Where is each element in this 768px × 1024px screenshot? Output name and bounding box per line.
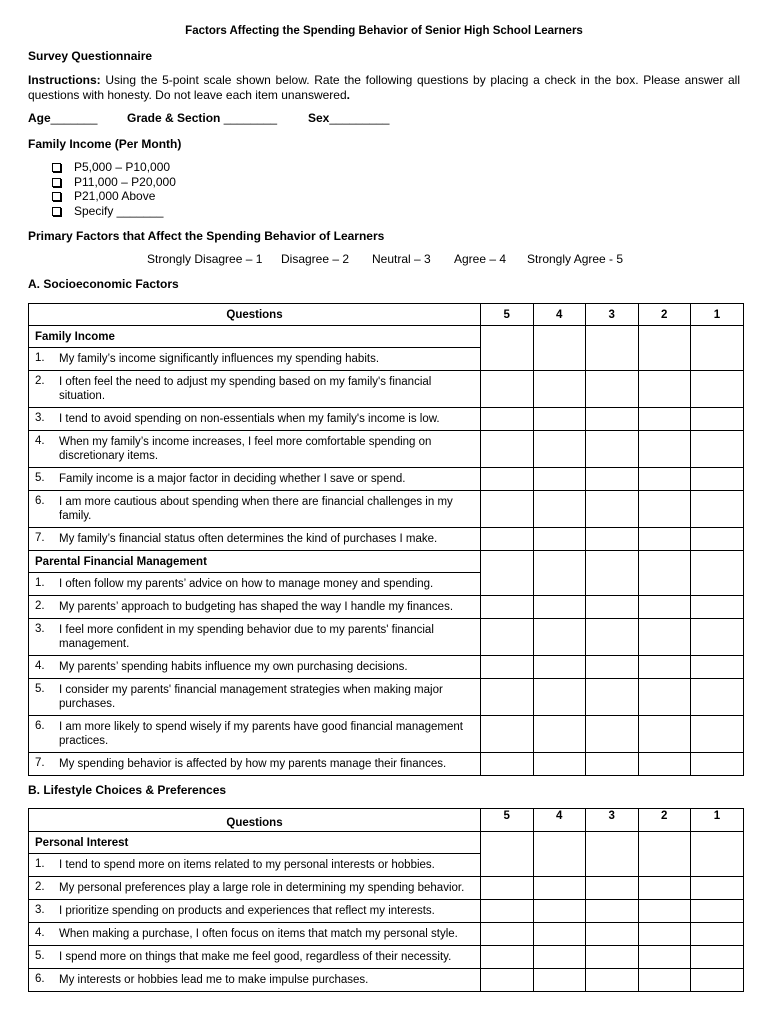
- rating-cell[interactable]: [533, 832, 586, 877]
- question-row: [29, 528, 744, 551]
- sex-field[interactable]: [308, 111, 389, 125]
- rating-cell[interactable]: [586, 946, 639, 969]
- rating-cell[interactable]: [481, 900, 534, 923]
- income-option[interactable]: P5,000 – P10,000: [52, 160, 176, 175]
- question-number: 6.: [35, 719, 45, 732]
- question-cell: [29, 491, 481, 528]
- question-number: 7.: [35, 531, 45, 544]
- rating-cell[interactable]: [533, 716, 586, 753]
- rating-cell[interactable]: [533, 946, 586, 969]
- group-row: [29, 551, 744, 573]
- family-income-heading: Family Income (Per Month): [28, 137, 182, 151]
- rating-cell[interactable]: [691, 969, 744, 992]
- question-row: [29, 900, 744, 923]
- question-text: I am more cautious about spending when there are financial challenges in my family.: [59, 495, 453, 522]
- group-title: Parental Financial Management: [29, 551, 481, 573]
- question-row: [29, 923, 744, 946]
- question-text: My spending behavior is affected by how my parents manage their finances.: [59, 757, 447, 770]
- rating-cell[interactable]: [533, 596, 586, 619]
- question-cell: [29, 371, 481, 408]
- age-field[interactable]: [28, 111, 97, 125]
- income-option[interactable]: Specify _______: [52, 204, 176, 219]
- question-text: My interests or hobbies lead me to make impulse purchases.: [59, 973, 369, 986]
- question-text: I often follow my parents’ advice on how to manage money and spending.: [59, 577, 434, 590]
- rating-cell[interactable]: [691, 716, 744, 753]
- rating-cell[interactable]: [533, 656, 586, 679]
- question-number: 5.: [35, 949, 45, 962]
- question-text: I am more likely to spend wisely if my parents have good financial management practices.: [59, 720, 463, 747]
- scale-item: Neutral – 3: [372, 252, 431, 266]
- rating-cell[interactable]: [481, 877, 534, 900]
- question-text: My family’s income significantly influences my spending habits.: [59, 352, 380, 365]
- scale-item: Disagree – 2: [281, 252, 350, 266]
- question-row: [29, 371, 744, 408]
- rating-cell[interactable]: [638, 656, 691, 679]
- group-title: Family Income: [29, 326, 481, 348]
- rating-cell[interactable]: [586, 551, 639, 596]
- question-text: My personal preferences play a large role in determining my spending behavior.: [59, 881, 465, 894]
- rating-cell[interactable]: [691, 619, 744, 656]
- question-text: I often feel the need to adjust my spending based on my family's financial situation.: [59, 375, 432, 402]
- age-blank[interactable]: _______: [50, 111, 98, 125]
- income-options: [52, 160, 176, 219]
- question-row: [29, 656, 744, 679]
- question-cell: [29, 408, 481, 431]
- sex-label: Sex: [308, 111, 330, 125]
- question-text: I prioritize spending on products and experiences that reflect my interests.: [59, 904, 435, 917]
- primary-factors-heading: Primary Factors that Affect the Spending Behavior of Learners: [28, 229, 385, 243]
- grade-section-label: Grade & Section: [127, 111, 221, 125]
- rating-cell[interactable]: [586, 656, 639, 679]
- rating-cell[interactable]: [586, 923, 639, 946]
- question-text: My parents’ spending habits influence my own purchasing decisions.: [59, 660, 408, 673]
- rating-cell[interactable]: [691, 491, 744, 528]
- rating-cell[interactable]: [638, 946, 691, 969]
- rating-cell[interactable]: [533, 877, 586, 900]
- rating-cell[interactable]: [691, 431, 744, 468]
- rating-cell[interactable]: [481, 371, 534, 408]
- rating-cell[interactable]: [533, 679, 586, 716]
- rating-cell[interactable]: [638, 551, 691, 596]
- question-row: [29, 431, 744, 468]
- income-option[interactable]: P11,000 – P20,000: [52, 175, 176, 190]
- rating-cell[interactable]: [481, 679, 534, 716]
- question-cell: [29, 348, 481, 371]
- lifestyle-table: [28, 808, 744, 992]
- rating-cell[interactable]: [691, 753, 744, 776]
- question-cell: [29, 946, 481, 969]
- rating-cell[interactable]: [481, 408, 534, 431]
- question-row: [29, 753, 744, 776]
- rating-cell[interactable]: [638, 716, 691, 753]
- question-row: [29, 491, 744, 528]
- scale-item: Strongly Disagree – 1: [147, 252, 263, 266]
- rating-cell[interactable]: [533, 528, 586, 551]
- question-number: 3.: [35, 903, 45, 916]
- rating-cell[interactable]: [481, 656, 534, 679]
- rating-cell[interactable]: [691, 877, 744, 900]
- rating-cell[interactable]: [533, 408, 586, 431]
- rating-cell[interactable]: [481, 551, 534, 596]
- rating-cell[interactable]: [638, 468, 691, 491]
- rating-cell[interactable]: [586, 900, 639, 923]
- rating-cell[interactable]: [638, 900, 691, 923]
- rating-cell[interactable]: [586, 408, 639, 431]
- rating-cell[interactable]: [638, 431, 691, 468]
- scale-item: Strongly Agree - 5: [527, 252, 624, 266]
- page-title: Factors Affecting the Spending Behavior of Senior High School Learners: [185, 25, 583, 37]
- rating-cell[interactable]: [481, 832, 534, 877]
- group-row: [29, 832, 744, 854]
- rating-header: 1: [691, 809, 744, 832]
- question-cell: [29, 596, 481, 619]
- question-cell: [29, 877, 481, 900]
- question-cell: [29, 528, 481, 551]
- rating-cell[interactable]: [586, 877, 639, 900]
- sex-blank[interactable]: _________: [329, 111, 390, 125]
- question-cell: [29, 716, 481, 753]
- rating-cell[interactable]: [691, 832, 744, 877]
- rating-cell[interactable]: [481, 528, 534, 551]
- rating-cell[interactable]: [481, 326, 534, 371]
- grade-section-field[interactable]: [127, 111, 277, 125]
- rating-cell[interactable]: [586, 596, 639, 619]
- rating-cell[interactable]: [638, 408, 691, 431]
- question-number: 1.: [35, 351, 45, 364]
- question-text: My family’s financial status often determines the kind of purchases I make.: [59, 532, 438, 545]
- rating-cell[interactable]: [691, 923, 744, 946]
- rating-header: 3: [586, 304, 639, 326]
- rating-cell[interactable]: [481, 491, 534, 528]
- rating-cell[interactable]: [691, 528, 744, 551]
- rating-cell[interactable]: [586, 832, 639, 877]
- rating-cell[interactable]: [586, 619, 639, 656]
- rating-cell[interactable]: [586, 371, 639, 408]
- question-number: 2.: [35, 880, 45, 893]
- rating-header: 5: [481, 304, 534, 326]
- rating-cell[interactable]: [691, 551, 744, 596]
- rating-cell[interactable]: [586, 716, 639, 753]
- question-text: My parents’ approach to budgeting has shaped the way I handle my finances.: [59, 600, 454, 613]
- scale-item: Agree – 4: [454, 252, 507, 266]
- rating-cell[interactable]: [638, 596, 691, 619]
- question-number: 3.: [35, 622, 45, 635]
- rating-cell[interactable]: [638, 969, 691, 992]
- rating-cell[interactable]: [638, 528, 691, 551]
- rating-cell[interactable]: [586, 969, 639, 992]
- question-text: I tend to spend more on items related to my personal interests or hobbies.: [59, 858, 435, 871]
- instructions: [28, 73, 740, 103]
- question-cell: [29, 573, 481, 596]
- questions-header: Questions: [29, 809, 481, 832]
- rating-cell[interactable]: [481, 969, 534, 992]
- rating-cell[interactable]: [691, 656, 744, 679]
- rating-cell[interactable]: [691, 946, 744, 969]
- question-text: When making a purchase, I often focus on items that match my personal style.: [59, 927, 458, 940]
- question-cell: [29, 468, 481, 491]
- question-number: 6.: [35, 972, 45, 985]
- rating-header: 3: [586, 809, 639, 832]
- group-row: [29, 326, 744, 348]
- rating-cell[interactable]: [533, 753, 586, 776]
- question-number: 5.: [35, 471, 45, 484]
- survey-subtitle: Survey Questionnaire: [28, 49, 153, 63]
- questions-header: Questions: [29, 304, 481, 326]
- rating-cell[interactable]: [586, 326, 639, 371]
- section-a-heading: A. Socioeconomic Factors: [28, 277, 179, 291]
- rating-header: 2: [638, 809, 691, 832]
- question-cell: [29, 854, 481, 877]
- socioeconomic-table: [28, 303, 744, 776]
- rating-cell[interactable]: [638, 371, 691, 408]
- question-row: [29, 716, 744, 753]
- income-option[interactable]: P21,000 Above: [52, 189, 176, 204]
- question-number: 6.: [35, 494, 45, 507]
- question-row: [29, 877, 744, 900]
- rating-cell[interactable]: [586, 431, 639, 468]
- rating-cell[interactable]: [533, 900, 586, 923]
- question-text: When my family’s income increases, I feel more comfortable spending on discretionary items.: [59, 435, 432, 462]
- rating-cell[interactable]: [533, 468, 586, 491]
- group-title: Personal Interest: [29, 832, 481, 854]
- question-text: I feel more confident in my spending behavior due to my parents' financial management.: [59, 623, 434, 650]
- question-number: 5.: [35, 682, 45, 695]
- checkbox-icon[interactable]: [52, 192, 61, 201]
- rating-cell[interactable]: [481, 619, 534, 656]
- checkbox-icon[interactable]: [52, 163, 61, 172]
- rating-cell[interactable]: [691, 679, 744, 716]
- instructions-text: Using the 5-point scale shown below. Rate the following questions by placing a check in the box. Please answer all questions with honesty. Do not leave each item unanswered: [28, 73, 740, 102]
- rating-cell[interactable]: [533, 431, 586, 468]
- section-b-heading: B. Lifestyle Choices & Preferences: [28, 783, 227, 797]
- rating-cell[interactable]: [638, 832, 691, 877]
- rating-cell[interactable]: [638, 679, 691, 716]
- question-number: 1.: [35, 857, 45, 870]
- rating-cell[interactable]: [481, 716, 534, 753]
- rating-cell[interactable]: [691, 900, 744, 923]
- checkbox-icon[interactable]: [52, 207, 61, 216]
- question-number: 1.: [35, 576, 45, 589]
- question-cell: [29, 753, 481, 776]
- instructions-end: .: [346, 88, 350, 102]
- checkbox-icon[interactable]: [52, 178, 61, 187]
- rating-header: 4: [533, 304, 586, 326]
- question-number: 3.: [35, 411, 45, 424]
- rating-header: 2: [638, 304, 691, 326]
- rating-cell[interactable]: [586, 528, 639, 551]
- age-label: Age: [28, 111, 51, 125]
- rating-cell[interactable]: [691, 468, 744, 491]
- rating-cell[interactable]: [638, 326, 691, 371]
- question-cell: [29, 656, 481, 679]
- rating-header: 5: [481, 809, 534, 832]
- question-row: [29, 408, 744, 431]
- rating-cell[interactable]: [533, 923, 586, 946]
- question-cell: [29, 900, 481, 923]
- question-text: I tend to avoid spending on non-essentials when my family's income is low.: [59, 412, 440, 425]
- question-number: 4.: [35, 434, 45, 447]
- rating-cell[interactable]: [586, 679, 639, 716]
- rating-cell[interactable]: [586, 491, 639, 528]
- question-row: [29, 468, 744, 491]
- question-row: [29, 969, 744, 992]
- rating-cell[interactable]: [533, 491, 586, 528]
- question-number: 4.: [35, 926, 45, 939]
- question-row: [29, 679, 744, 716]
- question-row: [29, 619, 744, 656]
- rating-cell[interactable]: [481, 596, 534, 619]
- rating-cell[interactable]: [481, 431, 534, 468]
- rating-cell[interactable]: [638, 877, 691, 900]
- rating-header: 4: [533, 809, 586, 832]
- question-cell: [29, 679, 481, 716]
- rating-cell[interactable]: [691, 371, 744, 408]
- question-text: Family income is a major factor in deciding whether I save or spend.: [59, 472, 406, 485]
- question-number: 4.: [35, 659, 45, 672]
- rating-cell[interactable]: [533, 371, 586, 408]
- question-row: [29, 596, 744, 619]
- rating-cell[interactable]: [691, 326, 744, 371]
- rating-cell[interactable]: [533, 619, 586, 656]
- rating-cell[interactable]: [481, 946, 534, 969]
- question-number: 2.: [35, 599, 45, 612]
- rating-header: 1: [691, 304, 744, 326]
- rating-cell[interactable]: [481, 468, 534, 491]
- rating-cell[interactable]: [638, 491, 691, 528]
- question-cell: [29, 923, 481, 946]
- rating-cell[interactable]: [533, 551, 586, 596]
- rating-cell[interactable]: [638, 923, 691, 946]
- rating-cell[interactable]: [481, 923, 534, 946]
- question-cell: [29, 619, 481, 656]
- grade-section-blank[interactable]: ________: [220, 111, 278, 125]
- question-text: I consider my parents' financial management strategies when making major purchases.: [59, 683, 443, 710]
- question-row: [29, 946, 744, 969]
- rating-cell[interactable]: [586, 468, 639, 491]
- rating-cell[interactable]: [691, 408, 744, 431]
- question-text: I spend more on things that make me feel good, regardless of their necessity.: [59, 950, 452, 963]
- rating-cell[interactable]: [533, 326, 586, 371]
- rating-cell[interactable]: [481, 753, 534, 776]
- rating-cell[interactable]: [533, 969, 586, 992]
- instructions-label: Instructions:: [28, 73, 101, 87]
- question-number: 7.: [35, 756, 45, 769]
- rating-cell[interactable]: [586, 753, 639, 776]
- rating-cell[interactable]: [691, 596, 744, 619]
- question-number: 2.: [35, 374, 45, 387]
- question-cell: [29, 431, 481, 468]
- question-cell: [29, 969, 481, 992]
- rating-cell[interactable]: [638, 753, 691, 776]
- rating-cell[interactable]: [638, 619, 691, 656]
